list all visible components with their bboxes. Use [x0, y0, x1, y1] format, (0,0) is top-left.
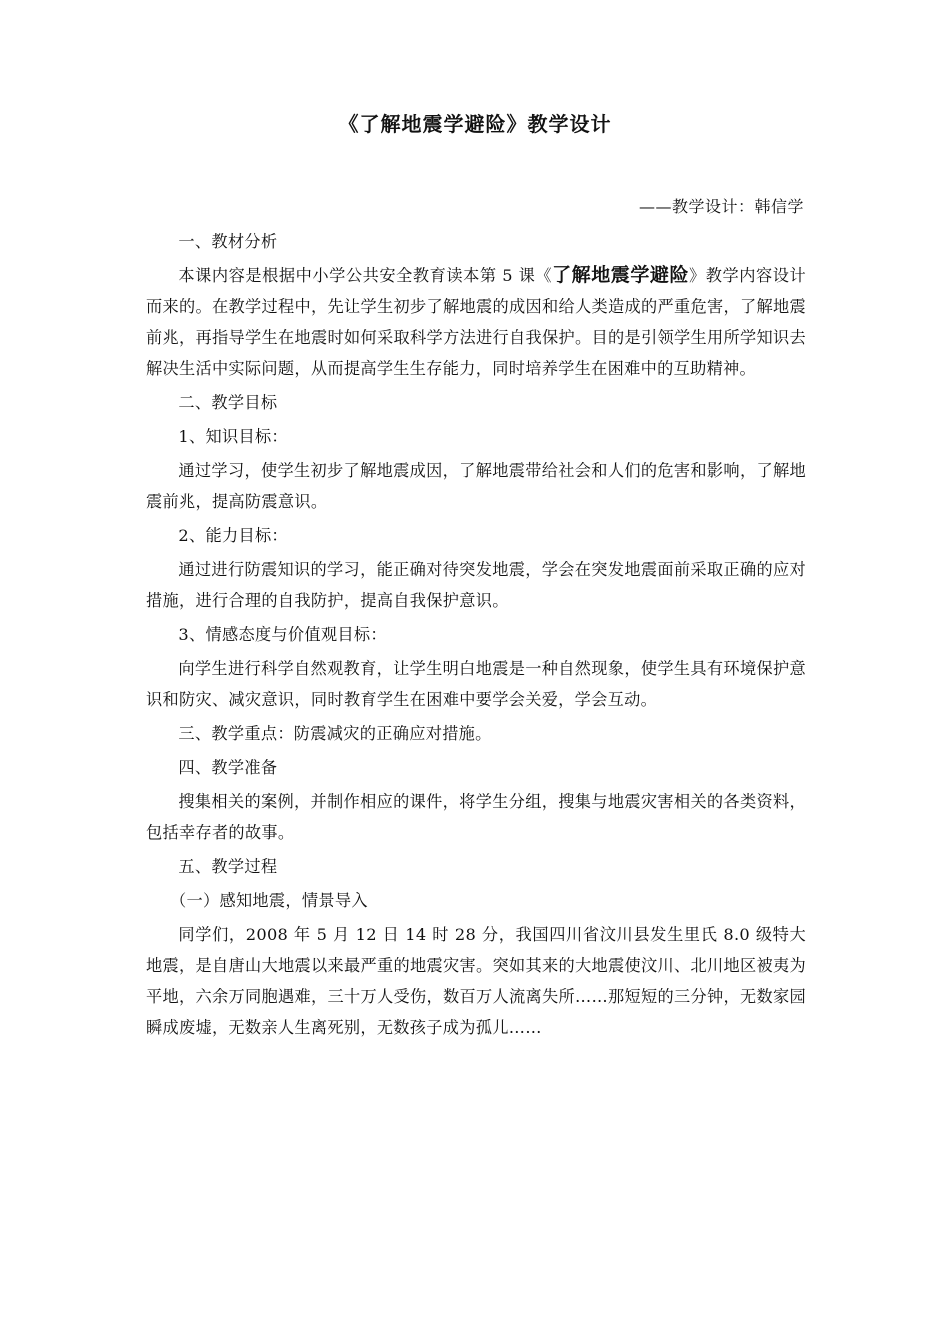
section-1-paragraph	[146, 260, 806, 384]
goal-3-heading: 3、情感态度与价值观目标：	[178, 625, 387, 644]
section-4-heading: 四、教学准备	[178, 758, 278, 777]
goal-1-text: 通过学习，使学生初步了解地震成因，了解地震带给社会和人们的危害和影响，了解地震前兆，提高防震意识。	[146, 461, 806, 511]
section-1-text-suffix: 》教学内容设计而来的。在教学过程中，先让学生初步了解地震的成因和给人类造成的严重危害，了解地震前兆，再指导学生在地震时如何采取科学方法进行自我保护。目的是引领学生用所学知识去解决生活中实际问题，从而提高学生生存能力，同时培养学生在困难中的互助精神。	[146, 266, 806, 378]
document-body	[146, 226, 806, 1043]
section-5-text: 同学们，2008 年 5 月 12 日 14 时 28 分，我国四川省汶川县发生里氏 8.0 级特大地震，是自唐山大地震以来最严重的地震灾害。突如其来的大地震使汶川、北川地区被夷为平地，六余万同胞遇难，三十万人受伤，数百万人流离失所……那短短的三分钟，无数家园瞬成废墟，无数亲人生离死别，无数孩子成为孤儿……	[146, 925, 806, 1037]
section-2-heading: 二、教学目标	[178, 393, 278, 412]
goal-3-text: 向学生进行科学自然观教育，让学生明白地震是一种自然现象，使学生具有环境保护意识和防灾、减灾意识，同时教育学生在困难中要学会关爱，学会互动。	[146, 659, 806, 709]
section-1-lesson-title: 了解地震学避险	[552, 264, 690, 286]
document-author: ——教学设计：韩信学	[638, 197, 804, 216]
section-1-text-prefix: 本课内容是根据中小学公共安全教育读本第 5 课《	[178, 266, 553, 285]
goal-2-heading: 2、能力目标：	[178, 526, 288, 545]
goal-2-text: 通过进行防震知识的学习，能正确对待突发地震，学会在突发地震面前采取正确的应对措施，进行合理的自我防护，提高自我保护意识。	[146, 560, 806, 610]
goal-1-heading: 1、知识目标：	[178, 427, 288, 446]
section-5-heading: 五、教学过程	[178, 857, 278, 876]
section-3-heading: 三、教学重点：防震减灾的正确应对措施。	[178, 724, 492, 743]
section-1-heading: 一、教材分析	[178, 232, 278, 251]
document-title: 《了解地震学避险》教学设计	[338, 112, 612, 136]
section-4-text: 搜集相关的案例，并制作相应的课件，将学生分组，搜集与地震灾害相关的各类资料，包括幸存者的故事。	[146, 792, 806, 842]
section-5-subheading: （一）感知地震，情景导入	[170, 891, 368, 910]
